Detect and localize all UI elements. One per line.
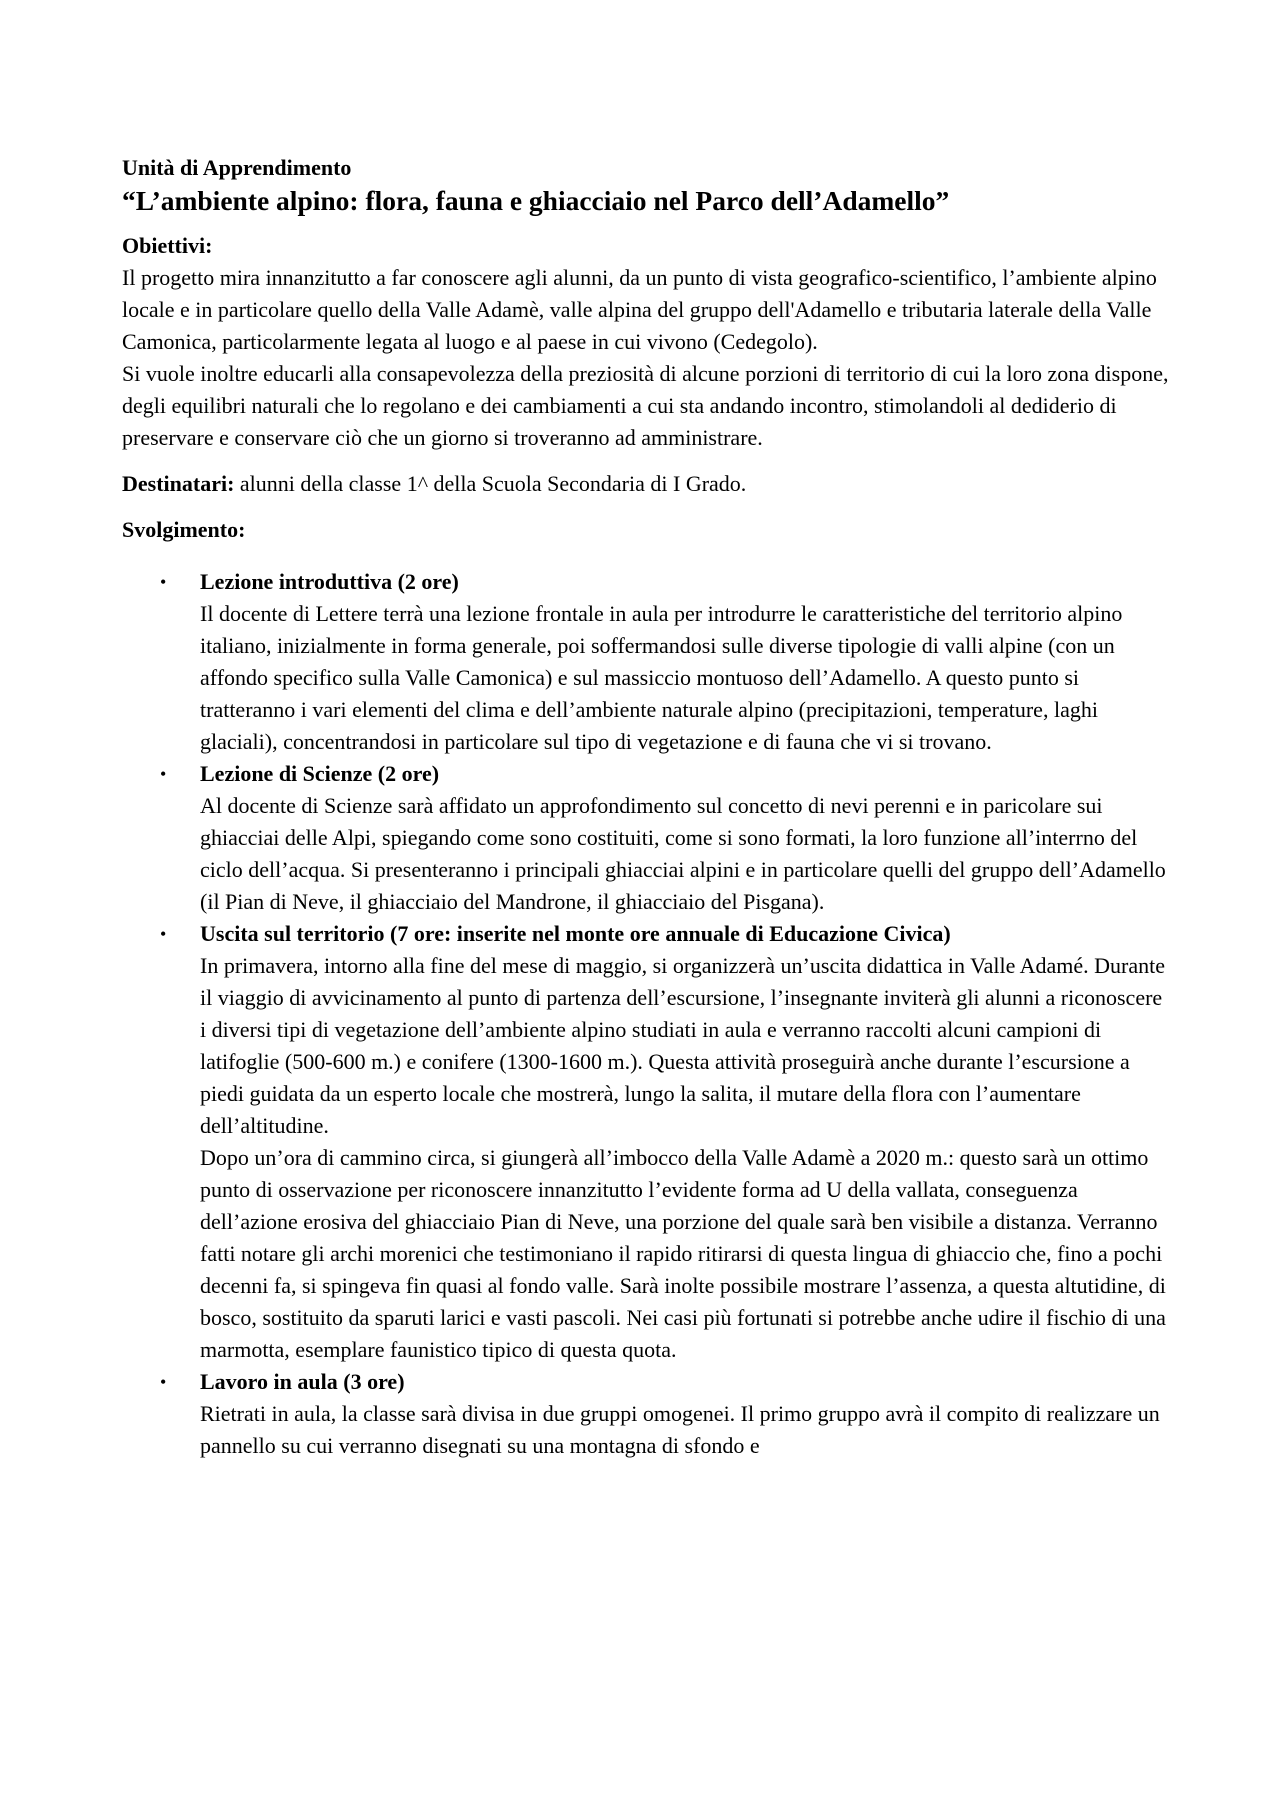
procedure-heading: Svolgimento: [122,517,246,542]
document-content [122,152,1172,1462]
list-item-title: Lezione introduttiva (2 ore) [200,569,459,594]
list-item-text: In primavera, intorno alla fine del mese di maggio, si organizzerà un’uscita didattica in Valle Adamé. Durante il viaggio di avvicinamento al punto di partenza dell’escursione, l’insegnante inviterà gli alunni a riconoscere i diversi tipi di vegetazione dell’ambiente alpino studiati in aula e verranno raccolti alcuni campioni di latifoglie (500-600 m.) e conifere (1300-1600 m.). Questa attività proseguirà anche durante l’escursione a piedi guidata da un esperto locale che mostrerà, lungo la salita, il mutare della flora con l’aumentare dell’altitudine. [200,953,1166,1138]
list-item [122,566,1172,758]
list-item-text: Al docente di Scienze sarà affidato un approfondimento sul concetto di nevi perenni e in paricolare sui ghiacciai delle Alpi, spiegando come sono costituiti, come si sono formati, la loro funzione all’interrno del ciclo dell’acqua. Si presenteranno i principali ghiacciai alpini e in particolare quelli del gruppo dell’Adamello (il Pian di Neve, il ghiacciaio del Mandrone, il ghiacciaio del Pisgana). [200,793,1166,914]
list-item [122,918,1172,1366]
list-item-text: Dopo un’ora di cammino circa, si giungerà all’imbocco della Valle Adamè a 2020 m.: questo sarà un ottimo punto di osservazione per riconoscere innanzitutto l’evidente forma ad U della vallata, conseguenza dell’azione erosiva del ghiacciaio Pian di Neve, una porzione del quale sarà ben visibile a distanza. Verranno fatti notare gli archi morenici che testimoniano il rapido ritirarsi di questa lingua di ghiaccio che, fino a pochi decenni fa, si spingeva fin quasi al fondo valle. Sarà inolte possibile mostrare l’assenza, a questa altutidine, di bosco, sostituito da sparuti larici e vasti pascoli. Nei casi più fortunati si potrebbe anche udire il fischio di una marmotta, esemplare faunistico tipico di questa quota. [200,1145,1166,1362]
objectives-heading: Obiettivi: [122,233,213,258]
bullet-icon: • [160,764,167,784]
bullet-icon: • [160,924,167,944]
list-item [122,1366,1172,1462]
recipients-line [122,468,1172,500]
objectives-paragraph-1: Il progetto mira innanzitutto a far conoscere agli alunni, da un punto di vista geografico-scientifico, l’ambiente alpino locale e in particolare quello della Valle Adamè, valle alpina del gruppo dell'Adamello e tributaria laterale della Valle Camonica, particolarmente legata al luogo e al paese in cui vivono (Cedegolo). [122,265,1157,354]
recipients-label: Destinatari: [122,471,235,496]
bullet-icon: • [160,572,167,592]
document-kicker: Unità di Apprendimento [122,155,352,180]
procedure-list [122,566,1172,1462]
list-item-text: Rietrati in aula, la classe sarà divisa in due gruppi omogenei. Il primo gruppo avrà il compito di realizzare un pannello su cui verranno disegnati su una montagna di sfondo e [200,1401,1160,1458]
document-title: “L’ambiente alpino: flora, fauna e ghiacciaio nel Parco dell’Adamello” [122,185,950,216]
list-item-title: Lavoro in aula (3 ore) [200,1369,405,1394]
recipients-text: alunni della classe 1^ della Scuola Secondaria di I Grado. [234,471,747,496]
list-item-title: Lezione di Scienze (2 ore) [200,761,440,786]
list-item-title: Uscita sul territorio (7 ore: inserite nel monte ore annuale di Educazione Civica) [200,921,951,946]
bullet-icon: • [160,1372,167,1392]
list-item-text: Il docente di Lettere terrà una lezione frontale in aula per introdurre le caratteristiche del territorio alpino italiano, inizialmente in forma generale, poi soffermandosi sulle diverse tipologie di valli alpine (con un affondo specifico sulla Valle Camonica) e sul massiccio montuoso dell’Adamello. A questo punto si tratteranno i vari elementi del clima e dell’ambiente naturale alpino (precipitazioni, temperature, laghi glaciali), concentrandosi in particolare sul tipo di vegetazione e di fauna che vi si trovano. [200,601,1123,754]
objectives-paragraph-2: Si vuole inoltre educarli alla consapevolezza della preziosità di alcune porzioni di territorio di cui la loro zona dispone, degli equilibri naturali che lo regolano e dei cambiamenti a cui sta andando incontro, stimolandoli al dediderio di preservare e conservare ciò che un giorno si troveranno ad amministrare. [122,361,1169,450]
list-item [122,758,1172,918]
